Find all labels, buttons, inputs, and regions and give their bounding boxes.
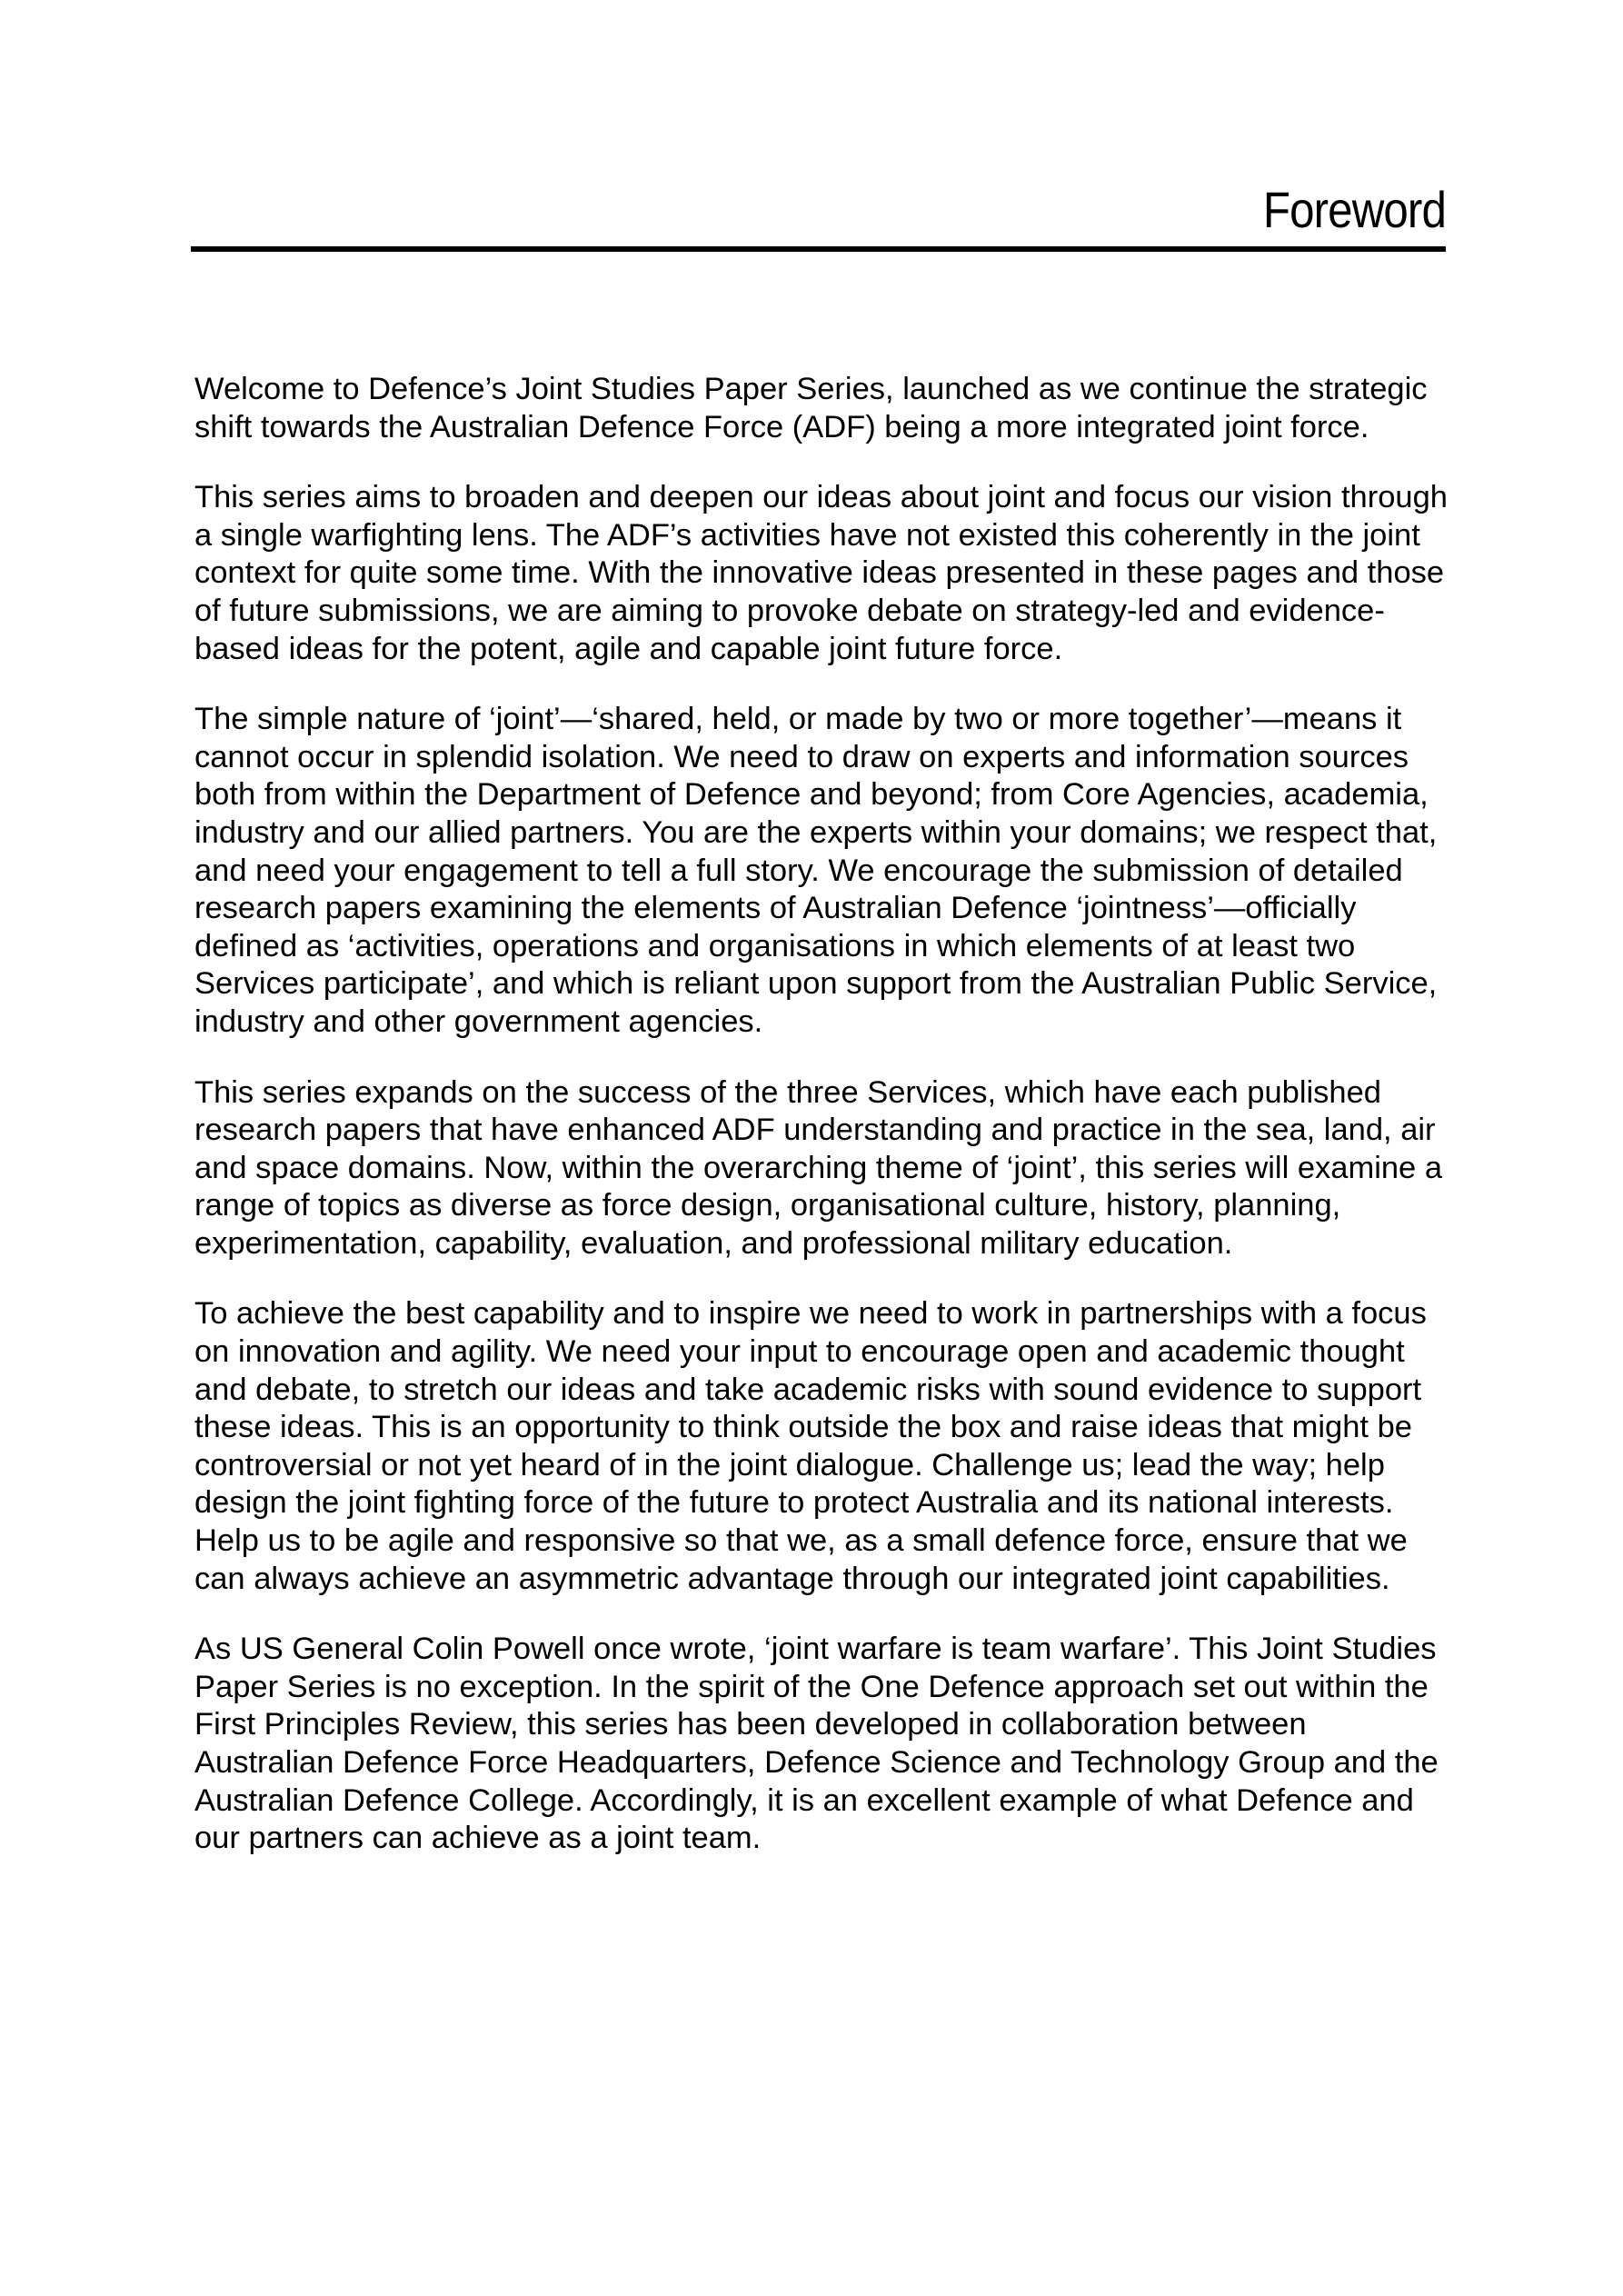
paragraph-nature-of-joint: The simple nature of ‘joint’—‘shared, held, or made by two or more together’—means it cannot occur in splendid isolation. We need to draw on experts and information sources both from within the Department of Defence and beyond; from Core Agencies, academia, industry and our allied partners. You are the experts within your domains; we respect that, and need your engagement to tell a full story. We encourage the submission of detailed research papers examining the elements of Australian Defence ‘jointness’—officially defined as ‘activities, operations and organisations in which elements of at least two Services participate’, and which is reliant upon support from the Australian Public Service, industry and other government agencies. — [194, 702, 1438, 1039]
paragraph-welcome: Welcome to Defence’s Joint Studies Paper Series, launched as we continue the strategic shift towards the Australian Defence Force (ADF) being a more integrated joint force. — [194, 372, 1428, 444]
paragraph-series-aims: This series aims to broaden and deepen our ideas about joint and focus our vision through a single warfighting lens. The ADF’s activities have not existed this coherently in the joint context for quite some time. With the innovative ideas presented in these pages and those of future submissions, we are aiming to provoke debate on strategy-led and evidence-based ideas for the potent, agile and capable joint future force. — [194, 480, 1448, 666]
paragraph-capability: To achieve the best capability and to inspire we need to work in partnerships with a focus on innovation and agility. We need your input to encourage open and academic thought and debate, to stretch our ideas and take academic risks with sound evidence to support these ideas. This is an opportunity to think outside the box and raise ideas that might be controversial or not yet heard of in the joint dialogue. Challenge us; lead the way; help design the joint fighting force of the future to protect Australia and its national interests. Help us to be agile and responsive so that we, as a small defence force, ensure that we can always achieve an asymmetric advantage through our integrated joint capabilities. — [194, 1296, 1427, 1596]
page-header — [191, 177, 1446, 252]
paragraph-powell-quote: As US General Colin Powell once wrote, ‘joint warfare is team warfare’. This Joint Studies Paper Series is no exception. In the spirit of the One Defence approach set out within the First Principles Review, this series has been developed in collaboration between Australian Defence Force Headquarters, Defence Science and Technology Group and the Australian Defence College. Accordingly, it is an excellent example of what Defence and our partners can achieve as a joint team. — [194, 1632, 1439, 1856]
title-rule — [191, 246, 1446, 252]
page-title: Foreword — [1262, 181, 1446, 238]
paragraph-series-expands: This series expands on the success of the three Services, which have each published research papers that have enhanced ADF understanding and practice in the sea, land, air and space domains. Now, within the overarching theme of ‘joint’, this series will examine a range of topics as diverse as force design, organisational culture, history, planning, experimentation, capability, evaluation, and professional military education. — [194, 1074, 1443, 1261]
body-text — [194, 371, 1449, 1891]
